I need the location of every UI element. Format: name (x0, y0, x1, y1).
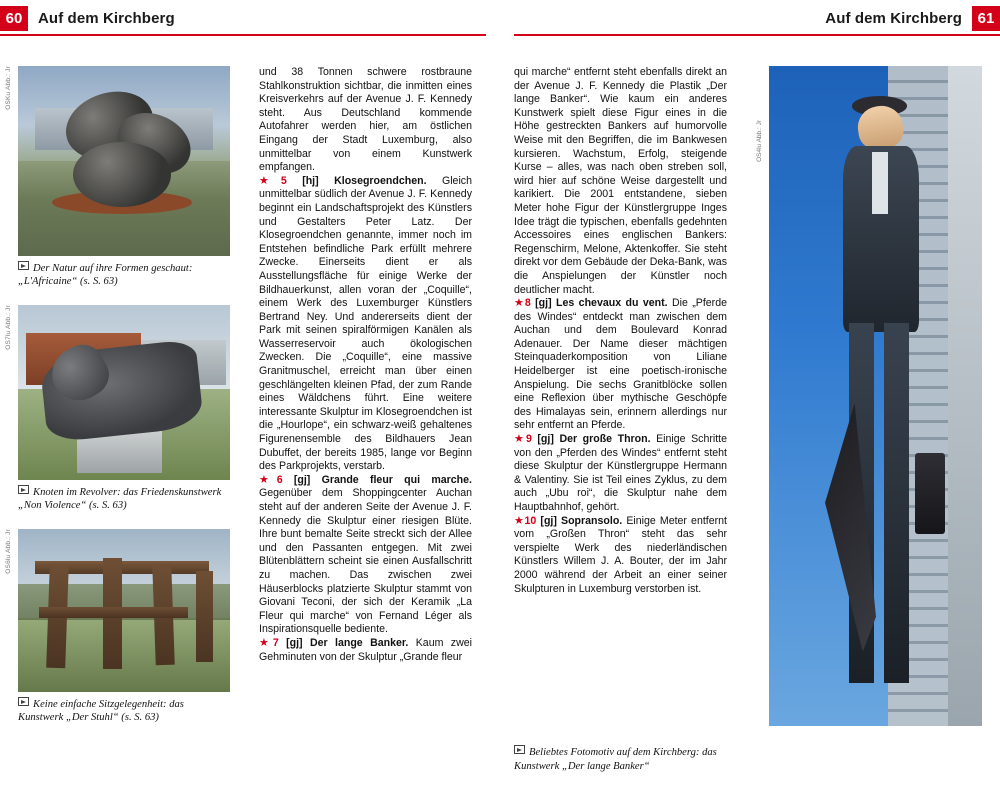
caption-der-lange-banker (514, 745, 727, 773)
caption-der-stuhl (18, 697, 230, 725)
page-number-left: 60 (0, 6, 28, 31)
banker-figure (833, 106, 931, 726)
poi-text: Gegenüber dem Shoppingcenter Auchan steht auf der anderen Seite der Avenue J. F. Kennedy die Skulptur einer riesigen Blüte. Ihre bunt bemalte Seite streckt sich der Allee und den Passanten entgegen. Mit zwei Blütenblättern scheint sie einen Ausfallschritt zu machen. Das zwischen zwei Häuserblocks platzierte Skulptur stammt von Giovani Teconi, der sich der Keramik „La Fleur qui marche“ von Fernand Léger als Inspirationsquelle bediente. (259, 487, 472, 636)
photo-icon (18, 261, 29, 270)
poi-entry-10 (514, 515, 727, 597)
photo-non-violence (5, 304, 230, 480)
poi-title: Der lange Banker. (309, 636, 409, 649)
poi-title: Klosegroendchen. (334, 174, 427, 187)
poi-entry-7 (259, 637, 472, 664)
poi-tag: [hj] (302, 174, 319, 187)
star-icon: ★ (259, 174, 281, 187)
poi-text: Die „Pferde des Windes“ entdeckt man zwischen dem Auchan und dem Boulevard Konrad Adenauer. Der Name dieser mächtigen Steinquaderkomposition von Liliane Heidelberger ist eine poetisch-ironische Anspielung. Die sechs Granitblöcke sollen eine Reflexion über mythische Geschöpfe des Himalayas sein, erinnern allerdings nur sehr entfernt an Pferde. (514, 297, 727, 432)
photo-icon (18, 697, 29, 706)
photo-credit: OS7lu Abb.: Jr (5, 304, 12, 350)
header-right (500, 0, 1000, 36)
star-icon: ★ (514, 514, 525, 527)
poi-number: 5 (280, 174, 287, 187)
photo-credit: OS6lu Abb.: Jr (5, 528, 12, 574)
poi-title: Grande fleur qui marche. (321, 473, 472, 486)
header-left (0, 0, 500, 36)
photo-icon (514, 745, 525, 754)
photo-icon (18, 485, 29, 494)
poi-number: 10 (524, 514, 537, 527)
photo-der-stuhl (5, 528, 230, 692)
header-rule-left (0, 34, 486, 36)
poi-number: 6 (276, 473, 283, 486)
poi-text: Kaum zwei Gehminuten von der Skulptur „Grande fleur (259, 636, 472, 663)
poi-tag: [gj] (537, 433, 554, 446)
poi-entry-6 (259, 474, 472, 637)
caption-non-violence (18, 485, 230, 513)
photo-africaine (5, 66, 230, 256)
running-head-left: Auf dem Kirchberg (38, 9, 175, 27)
photo-der-lange-banker-image (769, 66, 982, 726)
page-number-right: 61 (972, 6, 1000, 31)
photo-non-violence-image (18, 305, 230, 480)
paragraph-continuation: qui marche“ entfernt steht ebenfalls direkt an der Avenue J. F. Kennedy die Plastik „Der lange Banker“. Wie kaum ein anderes Kunstwerk spielt diese Figur eines in die Höhe gestreckten Bankers auf humorvolle Weise mit den Begriffen, die im Bankwesen kursieren. Wachstum, Erfolg, steigende Kurse – alles, was nach oben streben soll, wird hier auf schöne Weise dargestellt und karikiert. Die 2001 entstandene, sieben Meter hohe Figur der Künstlergruppe Inges Idee trägt die typischen, ebenfalls gedehnten Accessoires eines englischen Bankers: Regenschirm, Melone, Aktenkoffer. Sie steht direkt vor dem Gebäude der Deka-Bank, was die Anspielungen der Künstler noch deutlicher macht. (514, 66, 727, 296)
poi-text: Gleich unmittelbar südlich der Avenue J. F. Kennedy beginnt ein Landschaftsprojekt des Künstlers und Gestalters Peter Latz. Der Klosegroendchen genannte, immer noch im Entstehen befindliche Park erfüllt mehrere Zwecke. Einerseits dient er als Ausstellungsfläche für einige Werke der Bildhauerkunst, allen voran der „Coquille“, einem Werk des Luxemburger Künstlers Bertrand Ney. Und andererseits dient der Park mit seinen spiralförmigen Kanälen als Wasserreservoir auch ökologischen Zwecken. Die „Coquille“, eine massive Granitmuschel, erreicht man über einen geschlängelten kleinen Pfad, der zum Rande eines Wäldchens führt. Eine weitere interessante Skulptur im Klosegroendchen ist die „Hourlope“, ein schwarz-weiß gehaltenes Figurenensemble des Bildhauers Jean Dubuffet, der bereits 1985, lange vor Beginn des Parkprojekts, verstarb. (259, 174, 472, 473)
poi-tag: [gj] (293, 473, 311, 486)
caption-text: Knoten im Revolver: das Friedenskunstwerk „Non Violence“ (s. S. 63) (18, 486, 222, 512)
poi-title: Der große Thron. (559, 433, 651, 446)
poi-entry-9 (514, 433, 727, 515)
header-rule-right (514, 34, 1000, 36)
poi-title: Sopransolo. (561, 514, 623, 527)
poi-text: Einige Meter entfernt vom „Großen Thron“ steht das sehr verspielte Werk des niederländischen Künstlers Willem J. A. Bouter, der im Jahr 2000 während der Arbeit an einer seiner Skulpturen in Luxemburg verstorben ist. (514, 514, 727, 595)
text-column-3 (514, 66, 727, 792)
caption-africaine (18, 261, 230, 289)
photo-africaine-image (18, 66, 230, 256)
text-column-2 (259, 66, 472, 792)
caption-text: Der Natur auf ihre Formen geschaut: „L'Africaine“ (s. S. 63) (18, 263, 193, 288)
poi-entry-8 (514, 297, 727, 433)
poi-tag: [gj] (286, 636, 303, 649)
paragraph-continuation: und 38 Tonnen schwere rostbraune Stahlkonstruktion sichtbar, die inmitten eines Kreisverkehrs auf der Avenue J. F. Kennedy steht. Aus Deutschland kommende Autofahrer werden hier, am östlichen Eingang der Stadt Luxemburg, also unmittelbar von einem Kunstwerk empfangen. (259, 66, 472, 174)
photo-credit: OSKu Abb.: Jr (5, 66, 12, 110)
poi-entry-5 (259, 175, 472, 474)
poi-tag: [gj] (535, 297, 552, 310)
running-head-right: Auf dem Kirchberg (825, 9, 962, 27)
poi-number: 8 (524, 297, 531, 310)
star-icon: ★ (259, 473, 277, 486)
star-icon: ★ (259, 636, 273, 649)
poi-title: Les chevaux du vent. (556, 297, 668, 310)
poi-number: 7 (272, 636, 279, 649)
star-icon: ★ (514, 433, 526, 446)
poi-number: 9 (525, 433, 532, 446)
photo-der-stuhl-image (18, 529, 230, 692)
poi-text: Einige Schritte von den „Pferden des Windes“ entfernt steht diese Skulptur der Künstlergruppe Hermann & Valentiny. Sie ist Teil eines Zyklus, zu dem auch „Ubu roi“, die Skulptur nahe dem Hauptbahnhof, gehört. (514, 433, 727, 513)
photo-credit: OS4lu Abb.: Jr (756, 120, 763, 162)
caption-text: Beliebtes Fotomotiv auf dem Kirchberg: das Kunstwerk „Der lange Banker“ (514, 747, 717, 772)
caption-text: Keine einfache Sitzgelegenheit: das Kunstwerk „Der Stuhl“ (s. S. 63) (18, 698, 184, 724)
poi-tag: [gj] (540, 514, 557, 527)
star-icon: ★ (514, 297, 525, 310)
photo-column (5, 66, 230, 740)
